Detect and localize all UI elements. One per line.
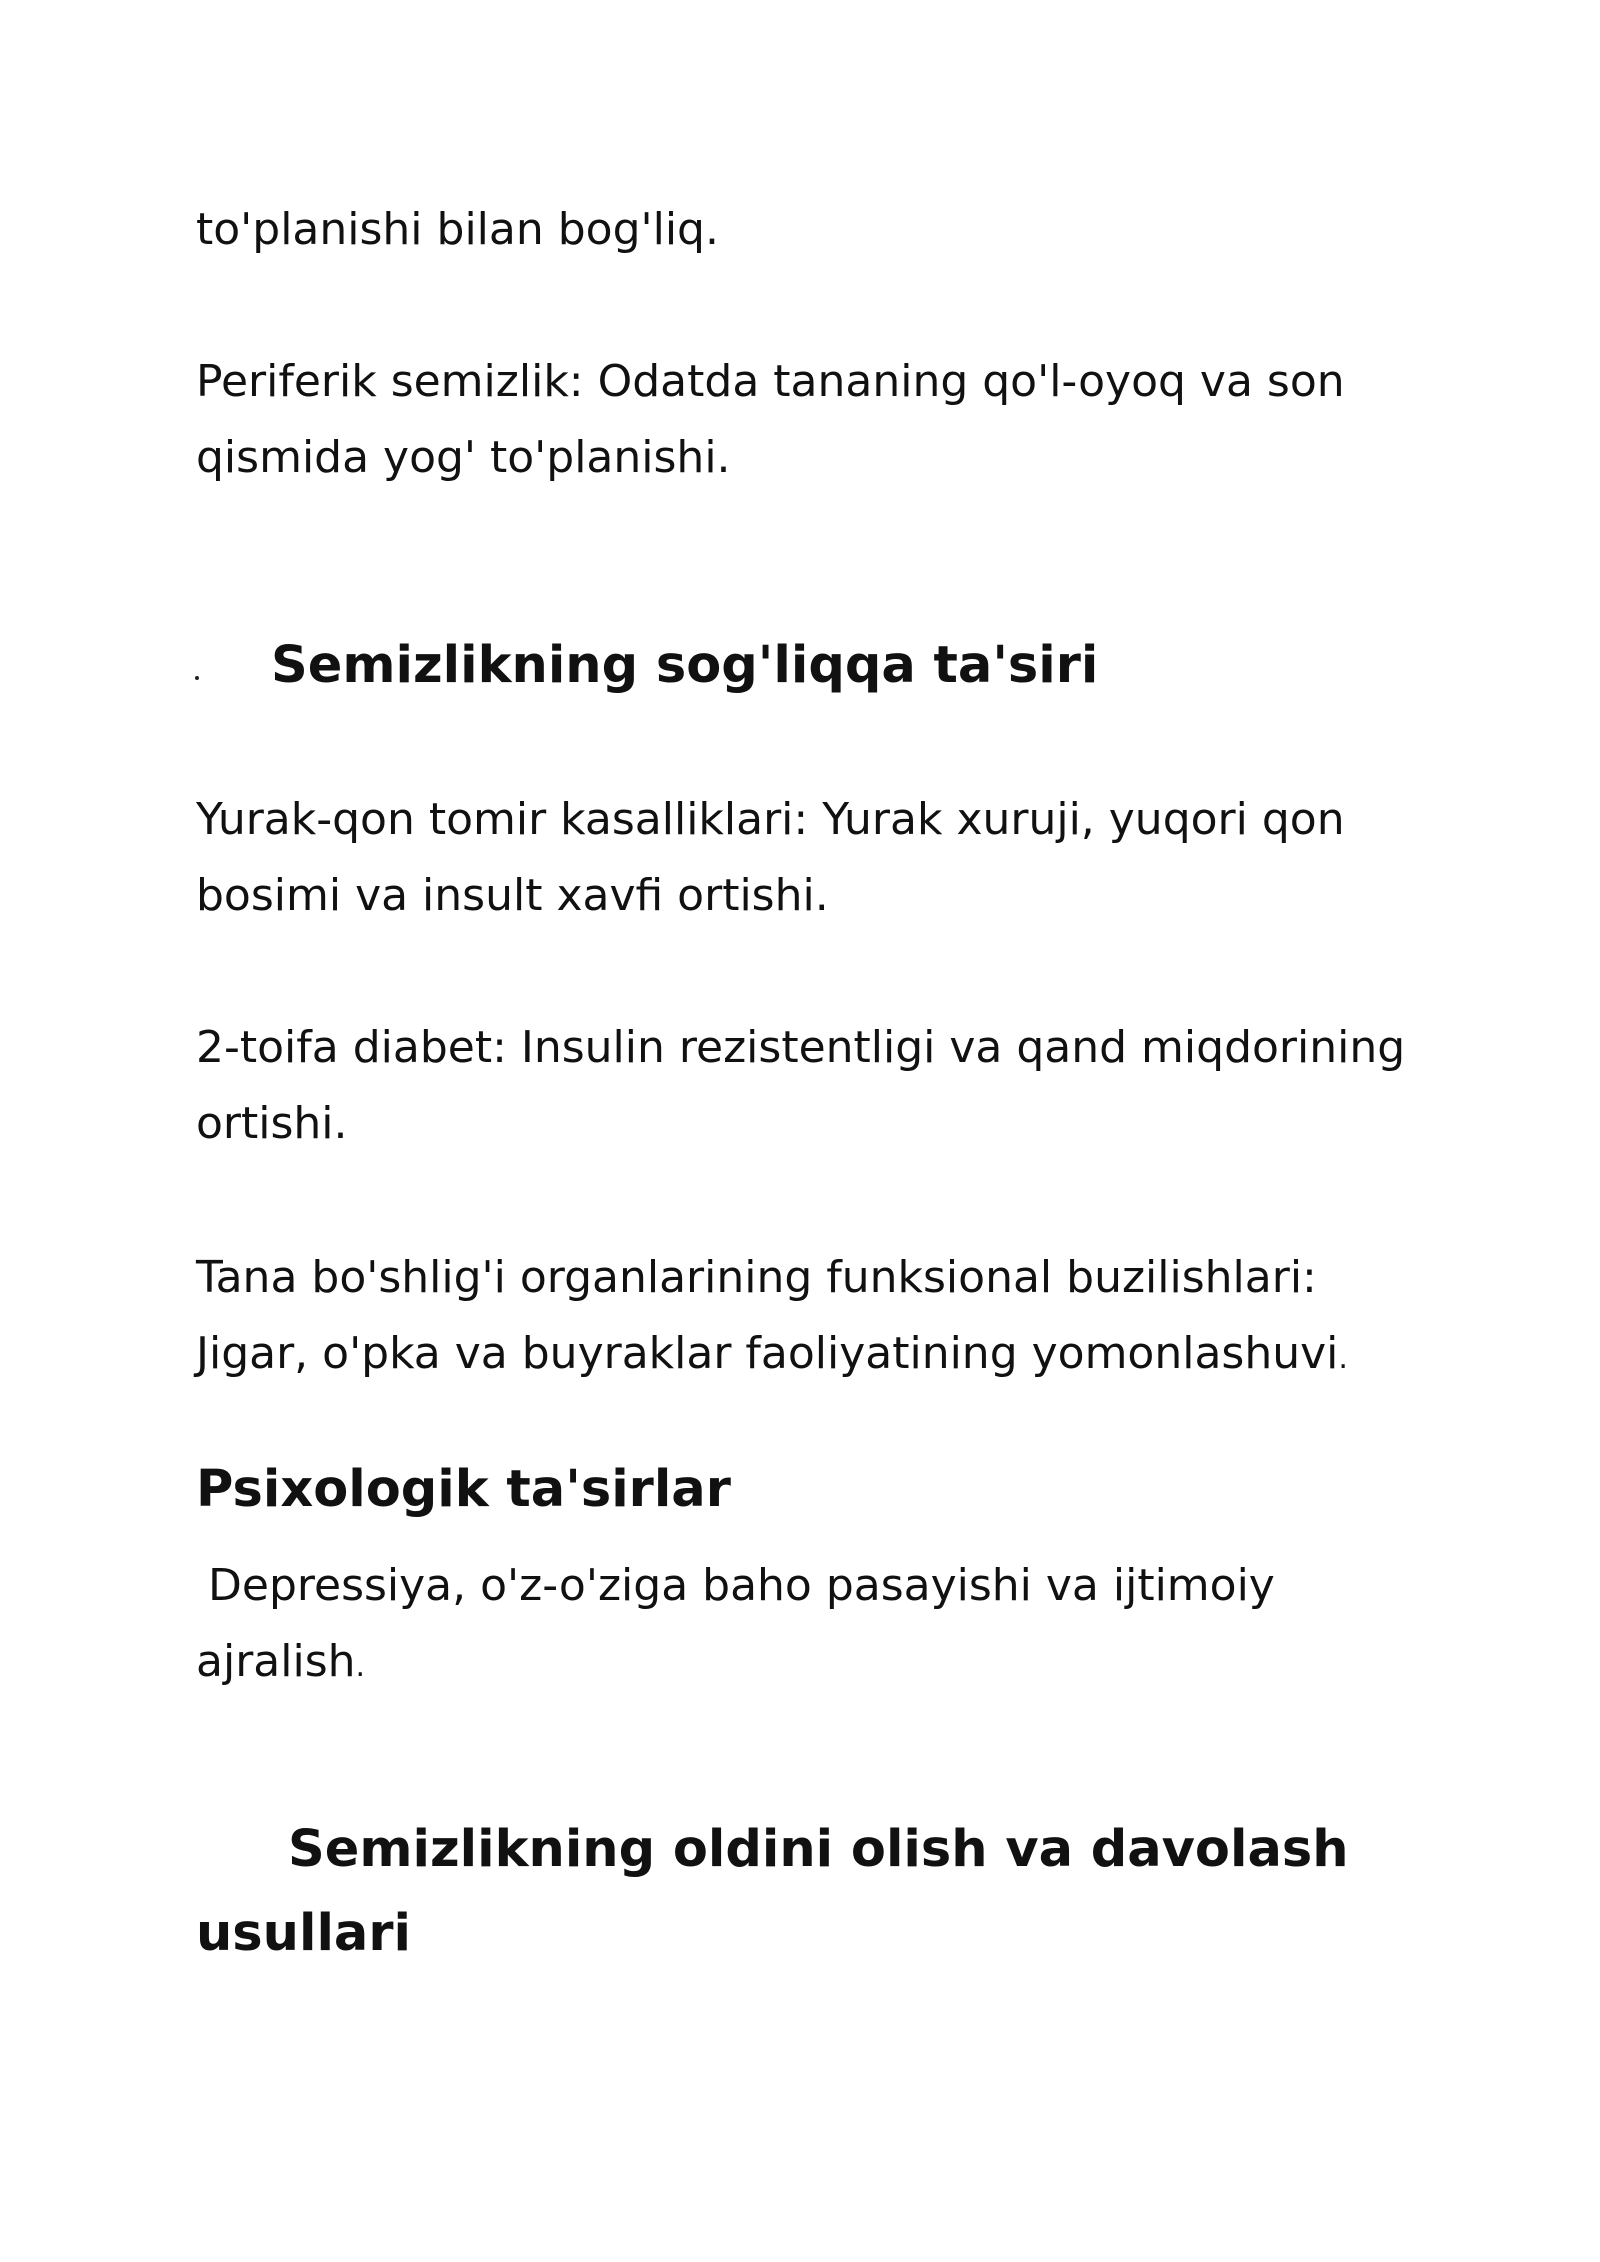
paragraph-continuation: to'planishi bilan bog'liq. <box>196 204 719 255</box>
paragraph-organ-dysfunction-text: Tana bo'shlig'i organlarining funksional buzilishlari: Jigar, o'pka va buyraklar faoliyatining yomonlashuvi <box>196 1252 1339 1379</box>
heading-psychological-effects: Psixologik ta'sirlar <box>196 1460 731 1519</box>
paragraph-organ-dysfunction-period: . <box>1338 1341 1348 1376</box>
paragraph-depression-text: Depressiya, o'z-o'ziga baho pasayishi va ijtimoiy ajralish <box>196 1560 1275 1687</box>
paragraph-peripheral-obesity: Periferik semizlik: Odatda tananing qo'l-oyoq va son qismida yog' to'planishi. <box>196 356 1345 483</box>
paragraph-depression <box>196 1548 1436 1705</box>
heading-health-effects: Semizlikning sog'liqqa ta'siri <box>271 636 1099 695</box>
bullet-marker <box>195 676 199 680</box>
heading-prevention-treatment: Semizlikning oldini olish va davolash usullari <box>196 1820 1349 1963</box>
paragraph-cardiovascular: Yurak-qon tomir kasalliklari: Yurak xuruji, yuqori qon bosimi va insult xavfi ortishi. <box>196 794 1345 921</box>
paragraph-depression-period: . <box>355 1649 366 1684</box>
paragraph-diabetes: 2-toifa diabet: Insulin rezistentligi va qand miqdorining ortishi. <box>196 1022 1406 1149</box>
paragraph-organ-dysfunction <box>196 1240 1436 1397</box>
